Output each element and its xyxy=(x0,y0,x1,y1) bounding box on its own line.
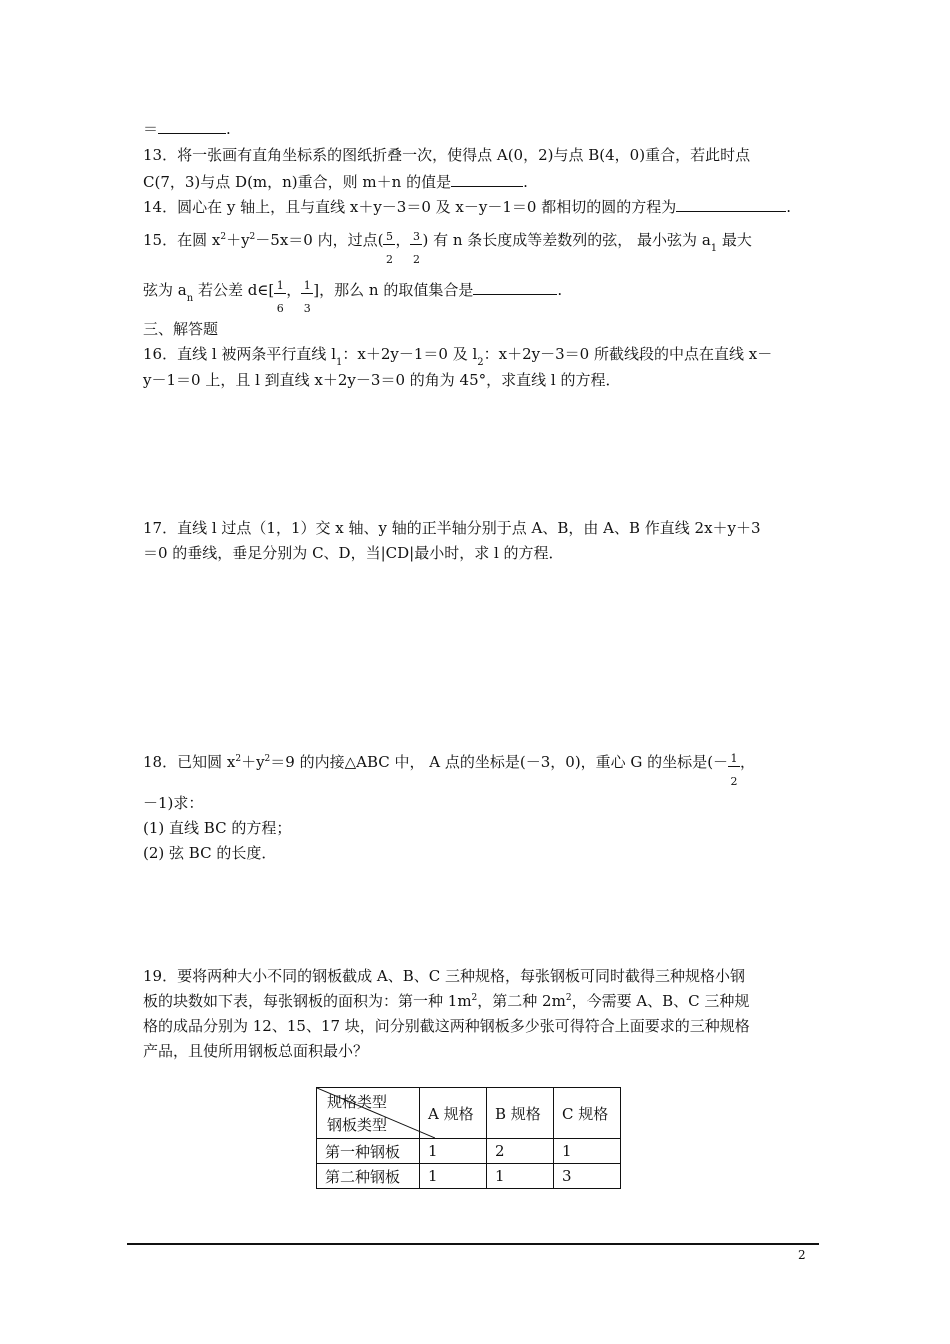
table-cell: 1 xyxy=(420,1164,487,1189)
table-cell: 1 xyxy=(554,1139,621,1164)
q14-line: 14．圆心在 y 轴上，且与直线 x＋y－3＝0 及 x－y－1＝0 都相切的圆的方程为 . xyxy=(143,198,791,216)
page-number: 2 xyxy=(798,1248,806,1262)
section-heading: 三、解答题 xyxy=(143,320,219,338)
q17-line-1: 17．直线 l 过点（1，1）交 x 轴、y 轴的正半轴分别于点 A、B，由 A、B 作直线 2x＋y＋3 xyxy=(143,519,761,537)
q13-line-2: C(7，3)与点 D(m，n)重合，则 m＋n 的值是 . xyxy=(143,173,528,191)
q18-line-1: 18．已知圆 $x^2+y^2=9$ 的内接△ABC 中， A 点的坐标是(－3，0)，重心 G 的坐标是(－ $\frac{1}{2}$ ， xyxy=(143,752,756,788)
table-header-cell: C 规格 xyxy=(554,1088,621,1139)
q19-line-2: 板的块数如下表，每张钢板的面积为：第一种 $1m^2$，第二种 $2m^2$，今需要 A、B、C 三种规 xyxy=(143,992,750,1010)
q15-line-1: 15．在圆 $x^2+y^2-5x=0$ 内，过点( $\frac{5}{2}$ ， $\frac{3}{2}$ ) 有 n 条长度成等差数列的弦， 最小弦为 $a_1$ 最大 xyxy=(143,230,752,266)
table-header-cell: B 规格 xyxy=(487,1088,554,1139)
q12-answer-line: ＝ . xyxy=(143,120,231,138)
answer-blank xyxy=(676,196,786,212)
table-cell: 1 xyxy=(487,1164,554,1189)
fraction: $\frac{3}{2}$ xyxy=(410,230,422,245)
q18-part-1: (1) 直线 BC 的方程； xyxy=(143,819,292,837)
table-row xyxy=(317,1139,621,1164)
q16-line-1: 16．直线 l 被两条平行直线 $l_1$：x＋2y－1＝0 及 $l_2$：x＋2y－3＝0 所截线段的中点在直线 x－ xyxy=(143,345,773,368)
q16-line-2: y－1＝0 上，且 l 到直线 x＋2y－3＝0 的角为 45°，求直线 l 的方程． xyxy=(143,371,621,389)
table-row-label: 第二种钢板 xyxy=(317,1164,420,1189)
table-row-label: 第一种钢板 xyxy=(317,1139,420,1164)
table-header-cell: A 规格 xyxy=(420,1088,487,1139)
fraction: $\frac{1}{2}$ xyxy=(728,752,740,767)
footer-rule xyxy=(127,1243,819,1245)
q18-part-2: (2) 弦 BC 的长度． xyxy=(143,844,277,862)
answer-blank xyxy=(158,118,226,134)
fraction: $\frac{1}{6}$ xyxy=(274,279,286,294)
table-corner-cell: 规格类型 钢板类型 xyxy=(317,1088,420,1139)
q19-line-4: 产品，且使所用钢板总面积最小？ xyxy=(143,1042,369,1060)
answer-blank xyxy=(473,279,557,295)
answer-blank xyxy=(451,171,523,187)
q17-line-2: ＝0 的垂线，垂足分别为 C、D，当|CD|最小时，求 l 的方程． xyxy=(143,544,564,562)
table-row xyxy=(317,1164,621,1189)
table-cell: 1 xyxy=(420,1139,487,1164)
q18-line-2: －1)求： xyxy=(143,794,204,812)
table-cell: 3 xyxy=(554,1164,621,1189)
q15-line-2: 弦为 $a_n$ 若公差 d∈[ $\frac{1}{6}$ ， $\frac{1}{3}$ ]，那么 n 的取值集合是 . xyxy=(143,279,563,315)
q19-line-3: 格的成品分别为 12、15、17 块，问分别截这两种钢板多少张可得符合上面要求的三种规格 xyxy=(143,1017,750,1035)
q19-line-1: 19．要将两种大小不同的钢板截成 A、B、C 三种规格，每张钢板可同时截得三种规格小钢 xyxy=(143,967,745,985)
table-header-row xyxy=(317,1088,621,1139)
fraction: $\frac{1}{3}$ xyxy=(301,279,313,294)
q13-line-1: 13．将一张画有直角坐标系的图纸折叠一次，使得点 A(0，2)与点 B(4，0)重合，若此时点 xyxy=(143,146,751,164)
table-cell: 2 xyxy=(487,1139,554,1164)
fraction: $\frac{5}{2}$ xyxy=(383,230,395,245)
spec-table xyxy=(316,1087,621,1189)
